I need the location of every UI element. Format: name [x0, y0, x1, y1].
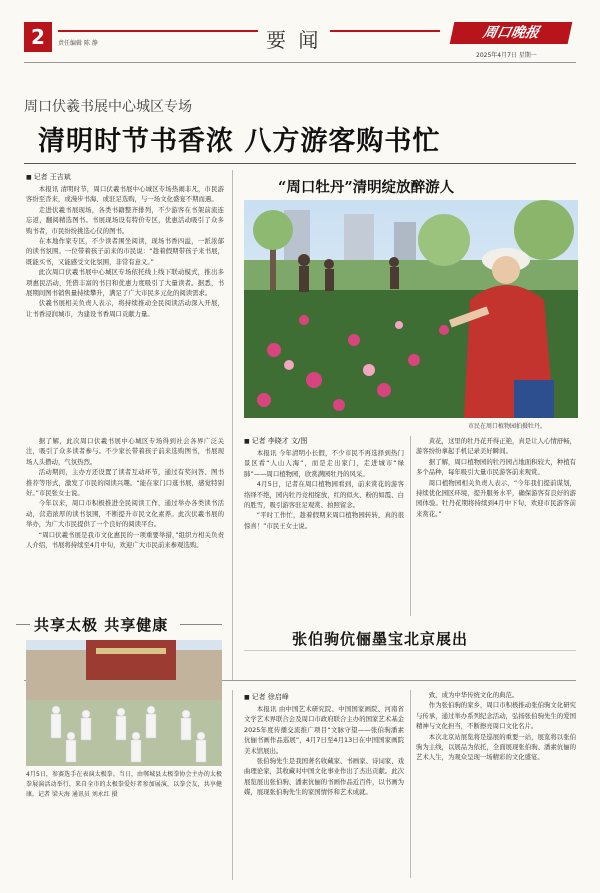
lead-article-column-2: [26, 436, 224, 672]
masthead-divider: [24, 62, 576, 63]
peony-headline: “周口牡丹”清明绽放醉游人: [278, 179, 455, 196]
title-ornament-left: [16, 624, 30, 625]
article-paragraph: “周口伏羲书展是我市文化惠民的一项重要举措，”组织方相关负责人介绍，书展将持续至4月中旬，欢迎广大市民前来参观选购。: [26, 530, 224, 550]
headline-divider: [244, 650, 576, 651]
lead-kicker: 周口伏羲书展中心城区专场: [24, 99, 192, 115]
peony-photo: [244, 200, 578, 418]
exhibition-article-column-2: [416, 690, 576, 878]
article-paragraph: 在本地作家专区，不少读者围坐阅读，现场书香四溢，一派浓郁的读书氛围。一位带着孩子前来的市民说：“趁着假期带孩子来书展，既能买书，又能感受文化氛围，非常有意义。”: [26, 237, 224, 266]
article-paragraph: 4月5日，记者在周口植物园看到，前来赏花的游客络绎不绝，园内牡丹竞相绽放，红的似火、粉的如霞、白的胜雪，吸引游客驻足观赏、拍照留念。: [244, 480, 404, 510]
article-paragraph: 本报讯 清明时节，周口伏羲书展中心城区专场热闹非凡，市民游客纷至沓来，或漫步书海、或驻足选购，与一场文化盛宴不期而遇。: [26, 185, 224, 204]
peony-photo-caption: 市民在周口植物园拍摄牡丹。: [468, 423, 547, 430]
lead-headline: 清明时节书香浓 八方游客购书忙: [38, 126, 441, 157]
lead-byline: ■ 记者 王吉斌: [26, 172, 71, 182]
article-paragraph: 本次北京站展览将是巡展的重要一站，展览将以张伯驹为主线，以展品为依托，全面展现张伯驹、潘素伉俪的艺术人生，为观众呈现一场精彩的文化盛宴。: [416, 732, 576, 762]
article-paragraph: 伏羲书展相关负责人表示，将持续推动全民阅读活动深入开展，让书香浸润城市，为建设书香周口贡献力量。: [26, 299, 224, 318]
article-paragraph: 走进伏羲书展现场，各类书籍整齐排列，不少游客在书架前流连忘返，翻阅精选图书。书展现场设有特价专区，优惠活动吸引了众多购书者，市民纷纷挑选心仪的图书。: [26, 205, 224, 235]
issue-date: 2025年4月7日 星期一: [476, 52, 537, 59]
taiji-performance-illustration: [26, 640, 222, 766]
exhibition-byline: ■ 记者 徐启峰: [244, 692, 289, 702]
section-title: 要 闻: [266, 28, 322, 52]
page-number: 2: [24, 22, 52, 52]
article-paragraph: 作为张伯驹的家乡，周口市积极推动张伯驹文化研究与传承，通过举办系列纪念活动，弘扬张伯驹先生的爱国精神与文化担当，不断擦亮周口文化名片。: [416, 701, 576, 731]
taiji-photo: [26, 640, 222, 766]
article-paragraph: 黄花，这里的牡丹花开得正艳，真是让人心情舒畅，游客纷纷拿起手机记录美好瞬间。: [416, 437, 576, 456]
article-paragraph: 本报讯 由中国艺术研究院、中国国家画院、河南省文学艺术界联合会及周口市政府联合主办的国家艺术基金2025年度传播交流推广项目“文脉守望——张伯驹潘素伉俪书画作品巡展”，4月7日至4月13日在中国国家画院美术馆展出。: [244, 705, 404, 755]
taiji-caption: 4月5日，参赛选手在表演太极拳。当日，由郸城县太极拳协会主办的太极拳展演活动举行，来自全市的太极拳爱好者参加展演，以拳会友，共享健康。记者 梁天海 通讯员 刘永红 摄: [26, 771, 222, 798]
column-divider: [232, 690, 233, 880]
peony-byline: ■ 记者 李晓才 文/图: [244, 436, 307, 446]
article-paragraph: 据了解，此次周口伏羲书展中心城区专场得到社会各界广泛关注，吸引了众多读者参与。不少家长带着孩子前来选购图书，书展现场人头攒动，气氛热烈。: [26, 437, 224, 466]
headline-divider: [24, 163, 576, 164]
peony-article-column-2: [416, 436, 576, 616]
editor-line: 责任编辑 陈 静: [58, 40, 98, 47]
article-paragraph: “平时工作忙，趁着假期来周口植物园转转，真的很惊喜！”市民王女士说。: [244, 511, 404, 530]
column-divider: [410, 690, 411, 878]
column-divider: [410, 436, 411, 616]
article-paragraph: 张伯驹先生是我国著名收藏家、书画家、诗词家、戏曲理论家，其收藏对中国文化事业作出了杰出贡献。此次展览展出张伯驹、潘素伉俪的书画作品近百件，以书画为媒，展现张伯驹先生的家国情怀和艺术成就。: [244, 757, 404, 797]
exhibition-article-column-1: [244, 704, 404, 878]
peony-article-column-1: [244, 448, 404, 616]
lead-article-column-1: [26, 184, 224, 432]
masthead-rule-right: [330, 30, 440, 32]
article-paragraph: 周口植物园相关负责人表示，“今年我们提前谋划，持续优化园区环境，提升服务水平，确保游客有良好的游园体验。牡丹花期将持续到4月中下旬，欢迎市民游客前来赏花。”: [416, 478, 576, 518]
article-paragraph: 此次周口伏羲书展中心城区专场依托线上线下联动模式，推出多项惠民活动，凭借丰富的书目和优惠力度吸引了大量读者。据悉，书展期间图书销售量持续攀升，满足了广大市民多元化的阅读需求。: [26, 268, 224, 298]
peony-garden-illustration: [244, 200, 578, 418]
article-paragraph: 致，成为中华传统文化的典范。: [428, 691, 519, 699]
article-paragraph: 本报讯 今年清明小长假，不少市民不再选择到热门景区看“人山人海”，而是走出家门，走进城市“绿肺”——周口植物园，欣赏满园牡丹的风采。: [244, 449, 404, 478]
column-divider: [232, 170, 233, 680]
title-ornament-right: [180, 624, 222, 625]
article-paragraph: 据了解，周口植物园的牡丹园占地面积较大，种植有多个品种，每年吸引大量市民游客前来观赏。: [416, 457, 576, 477]
exhibition-headline: 张伯驹伉俪墨宝北京展出: [292, 630, 469, 648]
masthead: [0, 0, 600, 66]
article-paragraph: 活动期间，主办方还设置了读者互动环节，通过有奖问答、图书推荐等形式，激发了市民的阅读兴趣。“能在家门口逛书展，感觉特别好。”市民张女士说。: [26, 468, 224, 498]
taiji-headline: 共享太极 共享健康: [34, 616, 169, 634]
article-paragraph: 今年以来，周口市积极推进全民阅读工作，通过举办各类读书活动，营造浓厚的读书氛围，不断提升市民文化素养。此次伏羲书展的举办，为广大市民提供了一个良好的阅读平台。: [26, 499, 224, 529]
masthead-rule-left: [58, 30, 258, 32]
newspaper-logo: 周口晚报: [450, 22, 573, 44]
